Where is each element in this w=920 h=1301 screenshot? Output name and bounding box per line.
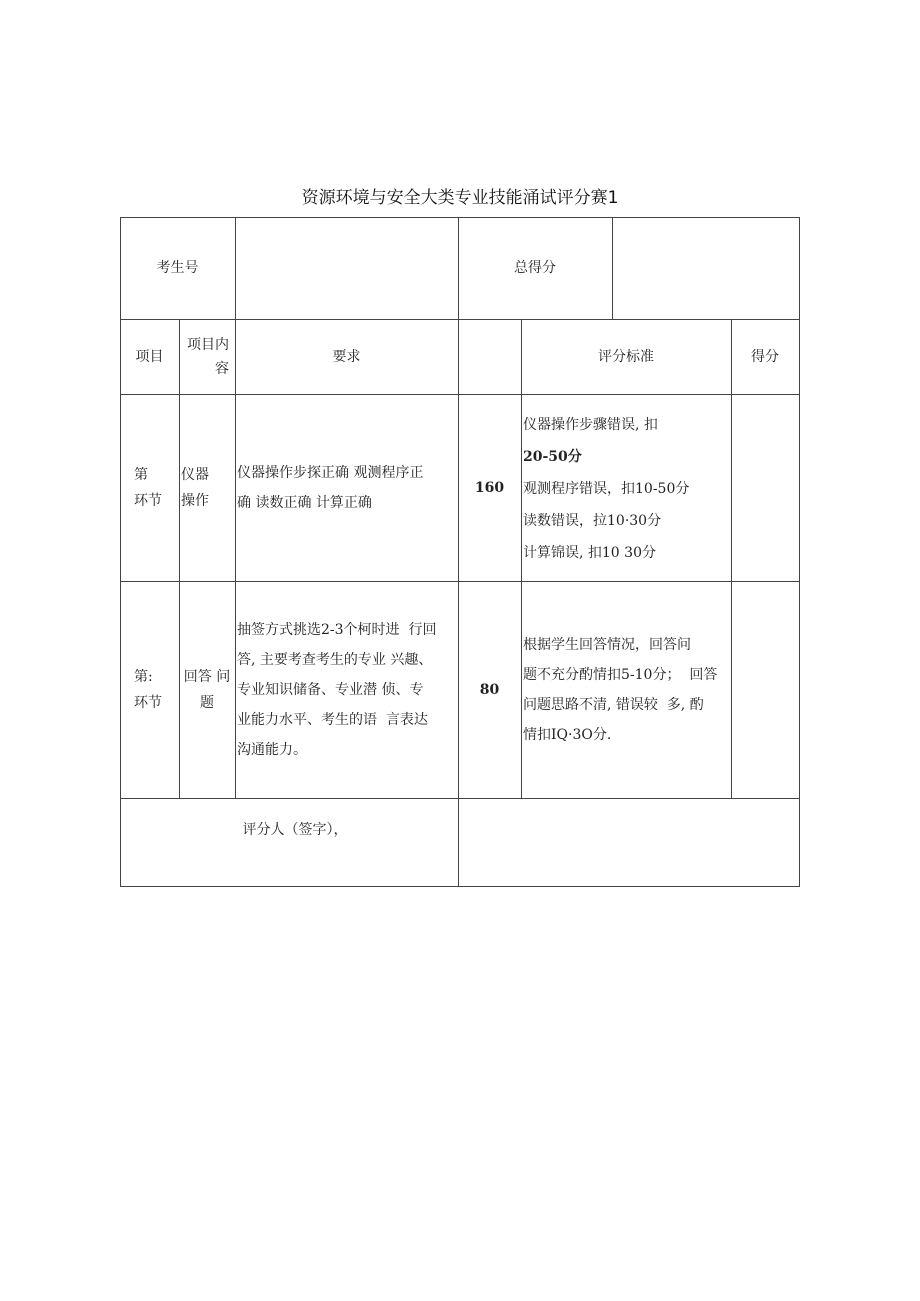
candidate-no-value[interactable] [235, 217, 458, 319]
row-1-points: 160 [474, 479, 505, 496]
row-1-item-line2: 环节 [134, 492, 162, 509]
row-2-item-line1: 第: [134, 668, 153, 685]
row-1-score[interactable] [731, 394, 799, 581]
column-header-content-wrap [179, 319, 235, 394]
row-1-criteria-line4: 读数错误，拉10·30分 [523, 512, 662, 529]
row-2-score[interactable] [731, 581, 799, 798]
row-2-requirement-line3: 专业知识储备、专业潜 侦、专 [237, 681, 424, 698]
row-1-criteria-line5: 计算锦误, 扣10 30分 [523, 544, 656, 561]
row-2-requirement-line1: 抽签方式挑选2-3个柯时进 行回 [237, 621, 437, 638]
table-row-2-item [120, 581, 179, 798]
table-row-2-criteria [521, 581, 731, 798]
row-2-requirement-line2: 答, 主要考查考生的专业 兴趣、 [237, 651, 433, 668]
table-border-bottom [120, 886, 800, 887]
row-1-requirement-line2: 确 读数正确 计算正确 [237, 494, 372, 511]
row-1-criteria-line3: 观测程序错误，扣10-50分 [523, 480, 690, 497]
evaluator-label-text: 评分人（签字）， [242, 822, 348, 838]
row-1-requirement-line1: 仪器操作步探正确 观测程序正 [237, 464, 424, 481]
row-2-item-line2: 环节 [134, 694, 162, 711]
column-header-score: 得分 [751, 348, 779, 365]
row-2-content-line2: 题 [199, 694, 214, 711]
row-1-content-line1: 仪器 [181, 466, 209, 483]
evaluator-label [120, 798, 458, 886]
row-2-requirement-line4: 业能力水平、考生的语 言表达 [237, 711, 428, 728]
candidate-no-label: 考生号 [156, 260, 199, 276]
column-header-item: 项目 [135, 348, 164, 365]
row-2-criteria-line1: 根据学生回答情况，回答问 [523, 636, 691, 653]
document-title: 资源环境与安全大类专业技能涌试评分赛1 [301, 188, 619, 208]
row-2-points: 80 [479, 681, 500, 698]
table-row-1-content [179, 394, 235, 581]
total-score-value[interactable] [612, 217, 799, 319]
total-score-label: 总得分 [514, 260, 556, 276]
row-2-criteria-line3: 问题思路不清, 错误较 多, 酌 [523, 696, 704, 713]
table-row-2-content [179, 581, 235, 798]
row-2-criteria-line2: 题不充分酌情扣5-10分； 回答 [523, 666, 718, 683]
row-1-item-line1: 第 [134, 466, 148, 483]
row-2-criteria-line4: 情扣IQ·3O分. [523, 726, 612, 743]
column-header-points [458, 319, 521, 394]
column-header-requirement: 要求 [332, 348, 361, 365]
row-2-content-line1: 回答 问 [183, 668, 231, 685]
table-row-1-criteria [521, 394, 731, 581]
table-row-2-requirement [235, 581, 458, 798]
table-border-right [799, 217, 800, 887]
row-1-criteria-line1: 仪器操作步骤错误, 扣 [523, 416, 658, 433]
row-1-content-line2: 操作 [181, 492, 209, 509]
table-row-1-requirement [235, 394, 458, 581]
row-2-requirement-line5: 沟通能力。 [237, 741, 307, 758]
column-header-criteria: 评分标准 [598, 348, 654, 365]
column-header-content: 项目内容 [187, 336, 229, 377]
evaluator-signature[interactable] [458, 798, 799, 886]
row-1-criteria-line2: 20-50分 [523, 448, 582, 465]
table-row-1-item [120, 394, 179, 581]
